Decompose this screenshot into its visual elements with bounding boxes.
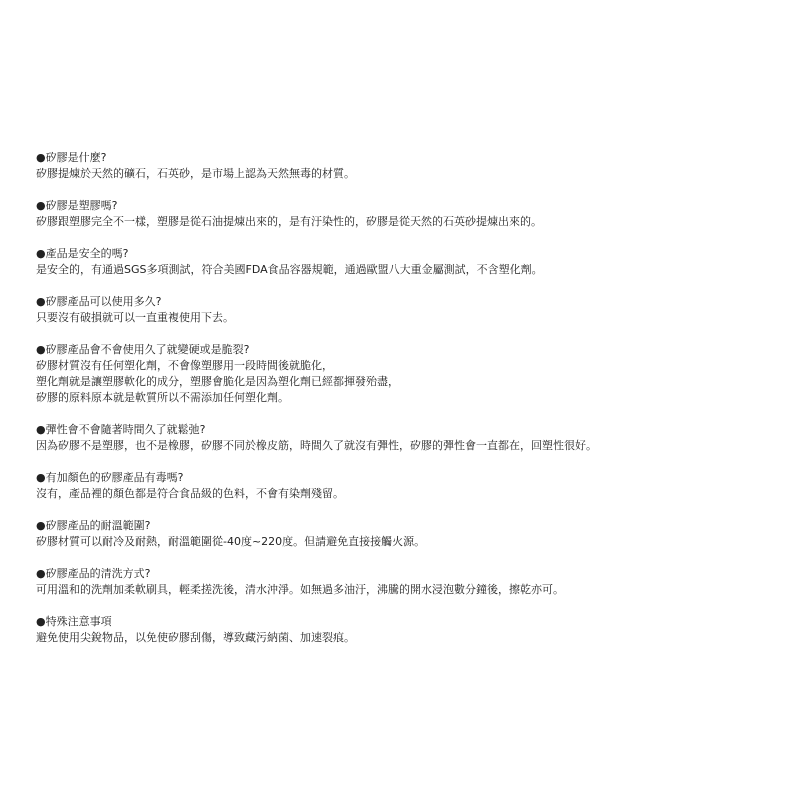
faq-answer: 矽膠材質可以耐冷及耐熱，耐溫範圍從-40度~220度。但請避免直接接觸火源。 (36, 535, 426, 548)
faq-question: ●矽膠產品可以使用多久? (36, 295, 162, 308)
faq-answer: 沒有，產品裡的顏色都是符合食品級的色料，不會有染劑殘留。 (36, 487, 344, 500)
faq-list (36, 150, 776, 662)
faq-question: ●矽膠是什麼? (36, 151, 107, 164)
faq-question: ●矽膠是塑膠嗎? (36, 199, 118, 212)
faq-question: ●有加顏色的矽膠產品有毒嗎? (36, 471, 184, 484)
faq-answer: 是安全的，有通過SGS多項測試，符合美國FDA食品容器規範，通過歐盟八大重金屬測試，不含塑化劑。 (36, 263, 543, 276)
faq-item (36, 294, 776, 326)
faq-item (36, 246, 776, 278)
faq-question: ●矽膠產品會不會使用久了就變硬或是脆裂? (36, 343, 250, 356)
faq-answer: 矽膠跟塑膠完全不一樣，塑膠是從石油提煉出來的，是有汙染性的，矽膠是從天然的石英砂提煉出來的。 (36, 215, 542, 228)
faq-item (36, 518, 776, 550)
faq-item (36, 342, 776, 406)
faq-question: ●特殊注意事項 (36, 615, 112, 628)
faq-item (36, 150, 776, 182)
faq-question: ●產品是安全的嗎? (36, 247, 129, 260)
faq-item (36, 470, 776, 502)
faq-answer: 避免使用尖銳物品，以免使矽膠刮傷，導致藏污納菌、加速裂痕。 (36, 631, 355, 644)
faq-answer: 矽膠的原料原本就是軟質所以不需添加任何塑化劑。 (36, 391, 289, 404)
faq-item (36, 198, 776, 230)
faq-answer: 只要沒有破損就可以一直重複使用下去。 (36, 311, 234, 324)
faq-item (36, 422, 776, 454)
faq-question: ●彈性會不會隨著時間久了就鬆弛? (36, 423, 206, 436)
faq-answer: 矽膠材質沒有任何塑化劑，不會像塑膠用一段時間後就脆化， (36, 359, 333, 372)
faq-item (36, 566, 776, 598)
faq-item (36, 614, 776, 646)
faq-answer: 因為矽膠不是塑膠，也不是橡膠，矽膠不同於橡皮筋，時間久了就沒有彈性，矽膠的彈性會一直都在，回塑性很好。 (36, 439, 597, 452)
faq-answer: 可用溫和的洗劑加柔軟刷具，輕柔搓洗後，清水沖淨。如無過多油汙，沸騰的開水浸泡數分鐘後，擦乾亦可。 (36, 583, 564, 596)
faq-question: ●矽膠產品的清洗方式? (36, 567, 151, 580)
faq-answer: 塑化劑就是讓塑膠軟化的成分，塑膠會脆化是因為塑化劑已經都揮發殆盡， (36, 375, 399, 388)
faq-answer: 矽膠提煉於天然的礦石，石英砂，是市場上認為天然無毒的材質。 (36, 167, 355, 180)
faq-question: ●矽膠產品的耐溫範圍? (36, 519, 151, 532)
